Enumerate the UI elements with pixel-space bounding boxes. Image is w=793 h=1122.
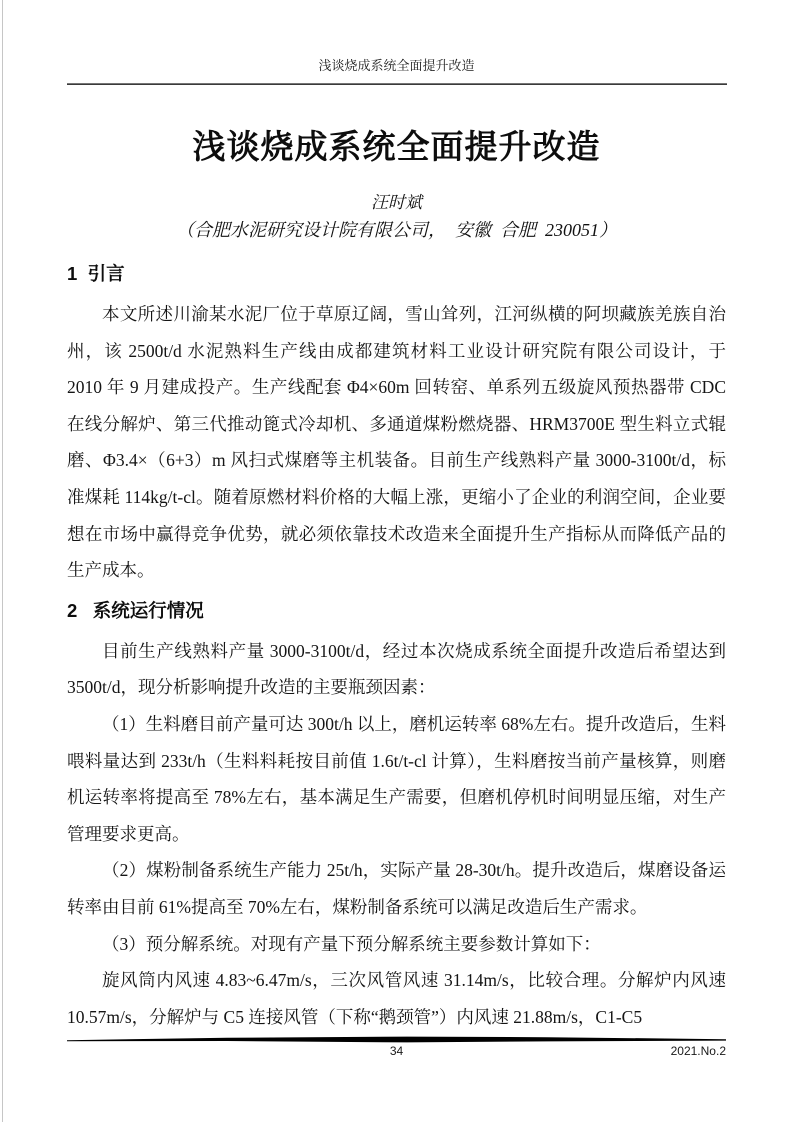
page-number: 34 [389,1044,404,1058]
paragraph-introduction: 本文所述川渝某水泥厂位于草原辽阔，雪山耸列，江河纵横的阿坝藏族羌族自治州，该 2500t/d 水泥熟料生产线由成都建筑材料工业设计研究院有限公司设计，于 2010 年 9 月建成投产。生产线配套 Φ4×60m 回转窑、单系列五级旋风预热器带 CDC 在线分解炉、第三代推动篦式冷却机、多通道煤粉燃烧器、HRM3700E 型生料立式辊磨、Φ3.4×（6+3）m 风扫式煤磨等主机装备。目前生产线熟料产量 3000-3100t/d，标准煤耗 114kg/t-cl。随着原燃材料价格的大幅上涨，更缩小了企业的利润空间，企业要想在市场中赢得竞争优势，就必须依靠技术改造来全面提升生产指标从而降低产品的生产成本。 [67,304,726,581]
paragraph-cyclone-velocities: 旋风筒内风速 4.83~6.47m/s，三次风管风速 31.14m/s，比较合理。分解炉内风速 10.57m/s，分解炉与 C5 连接风管（下称“鹅颈管”）内风速 21.88m/s，C1-C5 [67,970,726,1027]
page-footer [67,1044,726,1059]
footer-rule [67,1036,726,1043]
section-heading-introduction: 1 引言 [67,263,125,284]
author-name: 汪时斌 [371,193,422,212]
paragraph-current-output: 目前生产线熟料产量 3000-3100t/d，经过本次烧成系统全面提升改造后希望达到 3500t/d，现分析影响提升改造的主要瓶颈因素： [67,640,726,698]
article-title: 浅谈烧成系统全面提升改造 [192,128,601,165]
journal-issue: 2021.No.2 [670,1044,726,1058]
author-affiliation: （合肥水泥研究设计院有限公司， 安徽 合肥 230051） [176,220,617,240]
running-header-title: 浅谈烧成系统全面提升改造 [318,58,475,73]
paragraph-item-3-precalciner: （3）预分解系统。对现有产量下预分解系统主要参数计算如下： [102,933,601,954]
paragraph-item-1-raw-mill: （1）生料磨目前产量可达 300t/h 以上，磨机运转率 68%左右。提升改造后，生料喂料量达到 233t/h（生料料耗按目前值 1.6t/t-cl 计算），生料磨按当前产量核算，则磨机运转率将提高至 78%左右，基本满足生产需要，但磨机停机时间明显压缩，对生产管理要求更高。 [67,713,726,844]
paragraph-item-2-coal-mill: （2）煤粉制备系统生产能力 25t/h，实际产量 28-30t/h。提升改造后，煤磨设备运转率由目前 61%提高至 70%左右，煤粉制备系统可以满足改造后生产需求。 [67,860,726,917]
scan-edge-artifact [2,0,3,1122]
header-rule [67,83,727,85]
section-heading-system-operation: 2 系统运行情况 [67,599,204,621]
running-header [0,0,793,75]
